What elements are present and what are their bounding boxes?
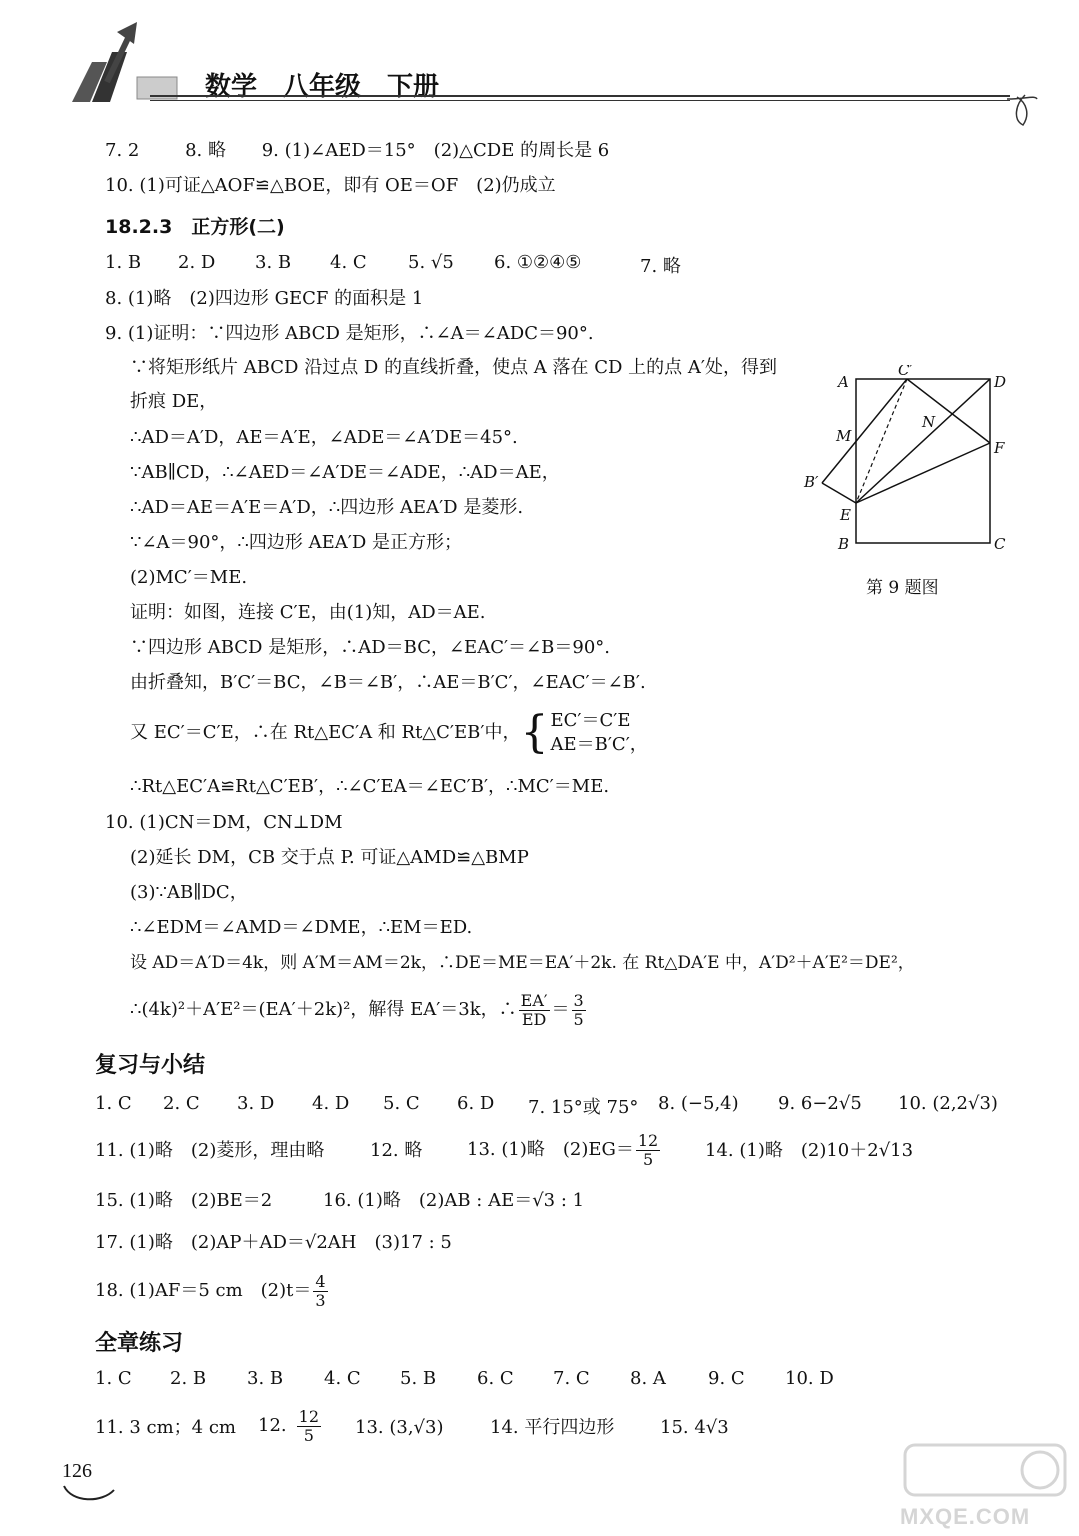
review-title: 复习与小结: [95, 1053, 206, 1078]
fraction: $\frac{EA'}{ED}$: [520, 990, 548, 1029]
q10-line: (3)∵AB∥DC，: [130, 882, 248, 903]
chapter-title: 全章练习: [95, 1331, 184, 1356]
q9-line: ∴Rt△EC′A≌Rt△C′EB′，∴∠C′EA＝∠EC′B′，∴MC′＝ME.: [130, 776, 610, 797]
watermark-logo-icon: [900, 1440, 1070, 1500]
label-F: F: [994, 439, 1005, 457]
header-rule-thin: [150, 100, 1010, 101]
review-r12: 12. 略: [370, 1140, 423, 1161]
header-rule: [150, 95, 1010, 97]
top-line-2: 10. (1)可证△AOF≌△BOE，即有 OE＝OF (2)仍成立: [105, 175, 556, 196]
review-r18: 18. (1)AF＝5 cm (2)t＝ $\frac{4}{3}$: [95, 1271, 326, 1310]
q8: 8. (1)略 (2)四边形 GECF 的面积是 1: [105, 288, 424, 309]
q9-line: ∴AD＝A′D，AE＝A′E，∠ADE＝∠A′DE＝45°.: [130, 427, 518, 448]
chapter-c12: 12. $\frac{12}{5}$: [258, 1406, 319, 1445]
q9-line: ∴AD＝AE＝A′E＝A′D，∴四边形 AEA′D 是菱形.: [130, 497, 524, 518]
chapter-c11: 11. 3 cm；4 cm: [95, 1417, 236, 1438]
chapter-c14: 14. 平行四边形: [490, 1417, 615, 1438]
review-r13: 13. (1)略 (2)EG＝ $\frac{12}{5}$: [467, 1130, 659, 1169]
chapter-c13: 13. (3,√3): [355, 1417, 444, 1438]
section-title: 18.2.3 正方形(二): [105, 216, 285, 238]
label-N: N: [922, 413, 936, 431]
q9-line: (2)MC′＝ME.: [130, 567, 248, 588]
page-number-badge: [62, 1460, 92, 1483]
label-Cp: C′: [898, 365, 913, 379]
q9-system: 又 EC′＝C′E，∴在 Rt△EC′A 和 Rt△C′EB′中， { EC′＝C′E AE＝B′C′，: [130, 707, 648, 758]
review-r14: 14. (1)略 (2)10＋2√13: [705, 1140, 914, 1161]
label-C: C: [994, 535, 1006, 553]
q10-last: ∴(4k)²＋A′E²＝(EA′＋2k)²，解得 EA′＝3k，∴ $\frac{EA'}{ED}$ ＝ $\frac{3}{5}$: [130, 990, 584, 1029]
label-A: A: [838, 373, 849, 391]
label-M: M: [836, 427, 852, 445]
fold-line-BpE: [822, 483, 856, 503]
q10-line: 10. (1)CN＝DM，CN⊥DM: [105, 812, 343, 833]
watermark: [900, 1440, 1070, 1530]
fraction: $\frac{3}{5}$: [573, 990, 584, 1029]
figure-9: [800, 365, 1020, 565]
review-r15: 15. (1)略 (2)BE＝2: [95, 1190, 273, 1211]
q9-line: 折痕 DE，: [130, 391, 218, 412]
q10-line: 设 AD＝A′D＝4k，则 A′M＝AM＝2k，∴DE＝ME＝EA′＋2k. 在 Rt△DA′E 中，A′D²＋A′E²＝DE²，: [130, 953, 915, 973]
header-curl-icon: [1005, 85, 1040, 130]
q9-line: ∵四边形 ABCD 是矩形，∴AD＝BC，∠EAC′＝∠B＝90°.: [130, 637, 610, 658]
header-title: 数学 八年级 下册: [205, 72, 440, 102]
fold-line-CpF: [907, 379, 990, 443]
q9-line: 由折叠知，B′C′＝BC，∠B＝∠B′，∴AE＝B′C′，∠EAC′＝∠B′.: [130, 672, 646, 693]
chapter-c15: 15. 4√3: [660, 1417, 729, 1438]
label-E: E: [840, 506, 851, 524]
review-r11: 11. (1)略 (2)菱形，理由略: [95, 1140, 325, 1161]
fraction: $\frac{4}{3}$: [315, 1271, 326, 1310]
q9-line: ∵将矩形纸片 ABCD 沿过点 D 的直线折叠，使点 A 落在 CD 上的点 A′处，得到: [130, 357, 777, 378]
page-number: 126: [62, 1460, 92, 1482]
q9-line: 9. (1)证明：∵四边形 ABCD 是矩形，∴∠A＝∠ADC＝90°.: [105, 323, 594, 344]
q9-line: 证明：如图，连接 C′E，由(1)知，AD＝AE.: [130, 602, 486, 623]
fraction: $\frac{12}{5}$: [298, 1406, 319, 1445]
q9-line: ∵AB∥CD，∴∠AED＝∠A′DE＝∠ADE，∴AD＝AE，: [130, 462, 560, 483]
fraction: $\frac{12}{5}$: [637, 1130, 659, 1169]
top-line-1: 7. 2 8. 略 9. (1)∠AED＝15° (2)△CDE 的周长是 6: [105, 140, 610, 161]
figure-caption: 第 9 题图: [866, 578, 939, 598]
fold-line-ED: [856, 379, 990, 503]
fold-line-EF: [856, 443, 990, 503]
q10-line: (2)延长 DM，CB 交于点 P. 可证△AMD≌△BMP: [130, 847, 529, 868]
review-r17: 17. (1)略 (2)AP＋AD＝√2AH (3)17 : 5: [95, 1232, 452, 1253]
watermark-text: MXQE.COM: [900, 1504, 1031, 1529]
label-B: B: [838, 535, 850, 553]
review-r16: 16. (1)略 (2)AB : AE＝√3 : 1: [323, 1190, 585, 1211]
q10-line: ∴∠EDM＝∠AMD＝∠DME，∴EM＝ED.: [130, 917, 473, 938]
label-D: D: [994, 373, 1007, 391]
label-Bp: B′: [804, 473, 819, 491]
q9-line: ∵∠A＝90°，∴四边形 AEA′D 是正方形；: [130, 532, 462, 553]
